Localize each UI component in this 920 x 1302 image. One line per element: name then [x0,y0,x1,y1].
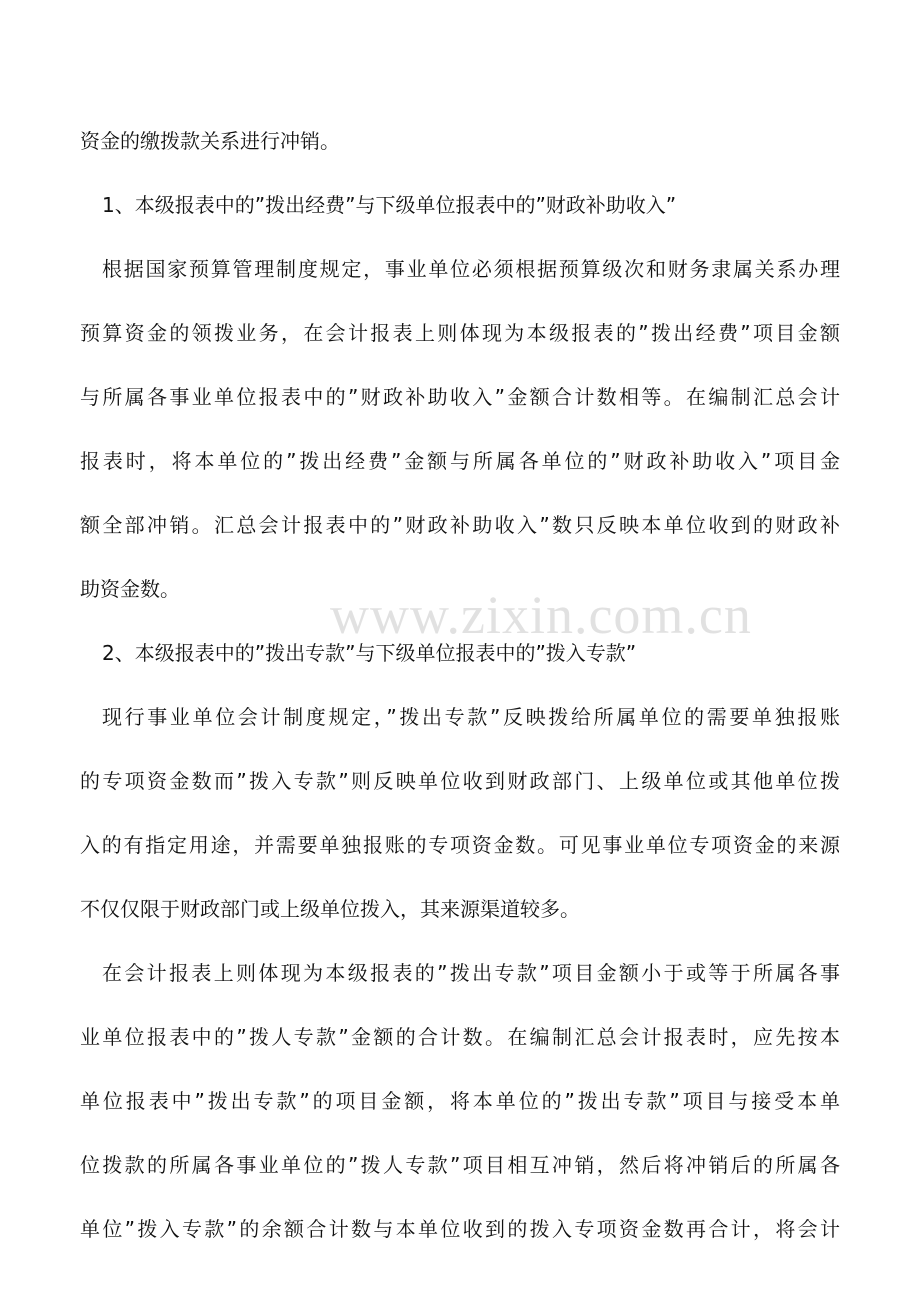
paragraph-line: 位拨款的所属各事业单位的”拨人专款”项目相互冲销，然后将冲销后的所属各 [80,1153,840,1177]
paragraph-line: 助资金数。 [80,577,180,601]
paragraph-line: 业单位报表中的”拨人专款”金额的合计数。在编制汇总会计报表时，应先按本 [80,1025,840,1049]
paragraph-line: 入的有指定用途，并需要单独报账的专项资金数。可见事业单位专项资金的来源 [80,833,840,857]
paragraph-line: 的专项资金数而”拨入专款”则反映单位收到财政部门、上级单位或其他单位拨 [80,769,840,793]
paragraph-line: 预算资金的领拨业务，在会计报表上则体现为本级报表的”拨出经费”项目金额 [80,321,840,345]
paragraph-line: 不仅仅限于财政部门或上级单位拨入，其来源渠道较多。 [80,897,580,921]
paragraph-line: 根据国家预算管理制度规定，事业单位必须根据预算级次和财务隶属关系办理 [102,257,840,281]
paragraph-line: 与所属各事业单位报表中的”财政补助收入”金额合计数相等。在编制汇总会计 [80,385,840,409]
paragraph-line: 报表时，将本单位的”拨出经费”金额与所属各单位的”财政补助收入”项目金 [80,449,840,473]
paragraph-line: 在会计报表上则体现为本级报表的”拨出专款”项目金额小于或等于所属各事 [102,961,840,985]
paragraph-line: 资金的缴拨款关系进行冲销。 [80,129,340,153]
paragraph-line: 单位报表中”拨出专款”的项目金额，将本单位的”拨出专款”项目与接受本单 [80,1089,840,1113]
paragraph-line: 现行事业单位会计制度规定，”拨出专款”反映拨给所属单位的需要单独报账 [102,705,840,729]
section-heading: 1、本级报表中的”拨出经费”与下级单位报表中的”财政补助收入” [102,193,677,217]
section-heading: 2、本级报表中的”拨出专款”与下级单位报表中的”拨入专款” [102,641,637,665]
paragraph-line: 额全部冲销。汇总会计报表中的”财政补助收入”数只反映本单位收到的财政补 [80,513,840,537]
paragraph-line: 单位”拨入专款”的余额合计数与本单位收到的拨入专项资金数再合计，将会计 [80,1217,840,1241]
watermark: www.zixin.com.cn [330,585,752,645]
